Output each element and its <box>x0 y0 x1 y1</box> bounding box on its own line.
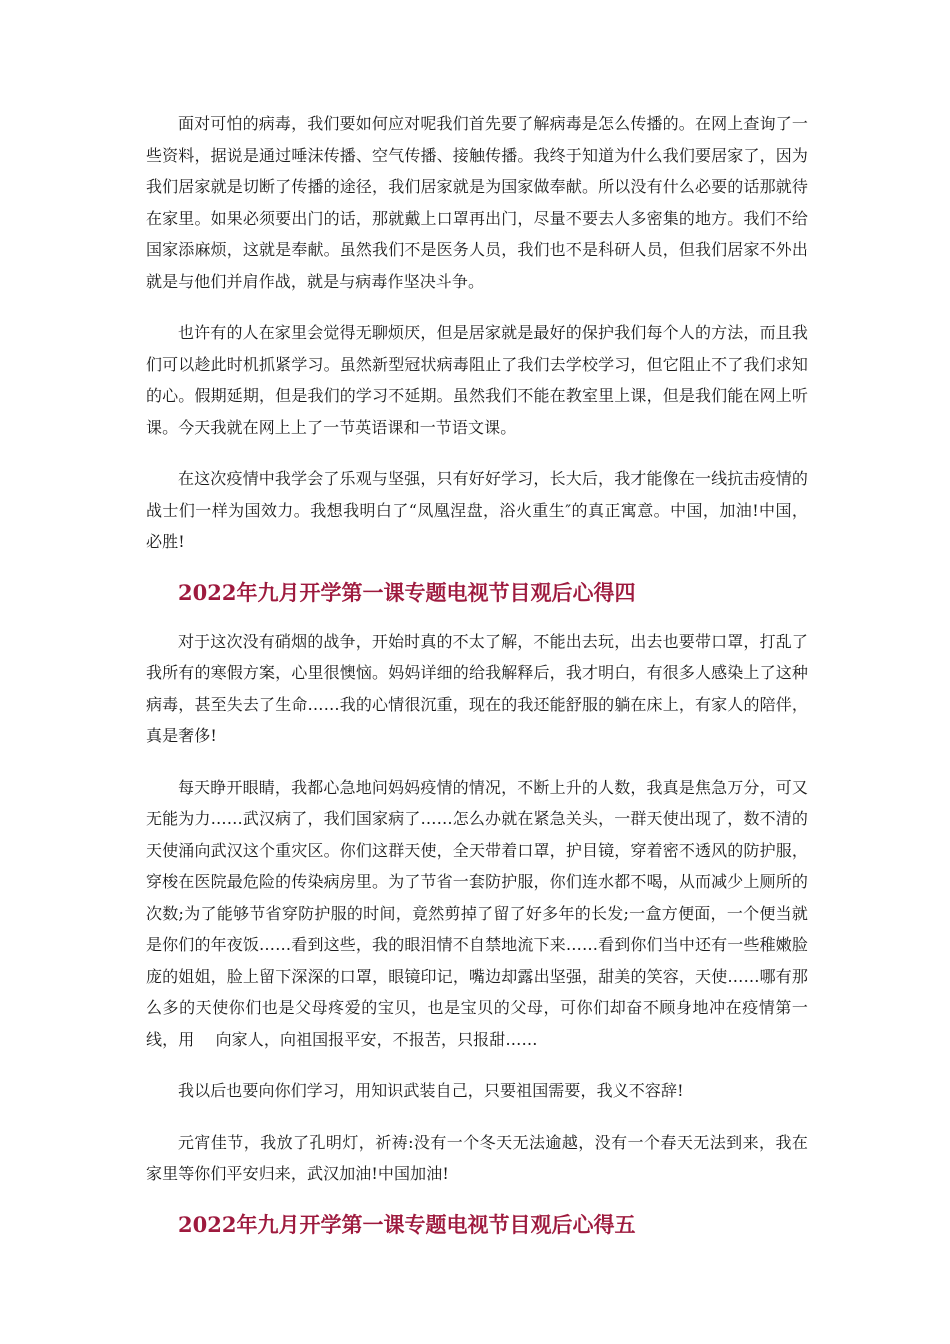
paragraph: 我以后也要向你们学习，用知识武装自己，只要祖国需要，我义不容辞! <box>178 1081 684 1100</box>
section-top <box>146 108 808 558</box>
section-four <box>146 578 808 1190</box>
paragraph: 也许有的人在家里会觉得无聊烦厌，但是居家就是最好的保护我们每个人的方法，而且我们可以趁此时机抓紧学习。虽然新型冠状病毒阻止了我们去学校学习，但它阻止不了我们求知的心。假期延期，但是我们的学习不延期。虽然我们不能在教室里上课，但是我们能在网上听课。今天我就在网上上了一节英语课和一节语文课。 <box>146 323 808 437</box>
paragraph: 对于这次没有硝烟的战争，开始时真的不太了解，不能出去玩，出去也要带口罩，打乱了我所有的寒假方案，心里很懊恼。妈妈详细的给我解释后，我才明白，有很多人感染上了这种病毒，甚至失去了生命……我的心情很沉重，现在的我还能舒服的躺在床上，有家人的陪伴，真是奢侈! <box>146 631 808 745</box>
paragraph: 每天睁开眼睛，我都心急地问妈妈疫情的情况，不断上升的人数，我真是焦急万分，可又无能为力……武汉病了，我们国家病了……怎么办就在紧急关头，一群天使出现了，数不清的天使涌向武汉这个重灾区。你们这群天使，全天带着口罩，护目镜，穿着密不透风的防护服，穿梭在医院最危险的传染病房里。为了节省一套防护服，你们连水都不喝，从而减少上厕所的次数;为了能够节省穿防护服的时间，竟然剪掉了留了好多年的长发;一盒方便面，一个便当就是你们的年夜饭……看到这些，我的眼泪情不自禁地流下来……看到你们当中还有一些稚嫩脸庞的姐姐，脸上留下深深的口罩，眼镜印记，嘴边却露出坚强，甜美的笑容，天使……哪有那么多的天使你们也是父母疼爱的宝贝，也是宝贝的父母，可你们却奋不顾身地冲在疫情第一线，用 向家人，向祖国报平安，不报苦，只报甜…… <box>146 777 808 1049</box>
paragraph: 元宵佳节，我放了孔明灯，祈祷:没有一个冬天无法逾越，没有一个春天无法到来，我在家里等你们平安归来，武汉加油!中国加油! <box>146 1132 808 1183</box>
paragraph: 面对可怕的病毒，我们要如何应对呢我们首先要了解病毒是怎么传播的。在网上查询了一些资料，据说是通过唾沫传播、空气传播、接触传播。我终于知道为什么我们要居家了，因为我们居家就是切断了传播的途径，我们居家就是为国家做奉献。所以没有什么必要的话那就待在家里。如果必须要出门的话，那就戴上口罩再出门，尽量不要去人多密集的地方。我们不给国家添麻烦，这就是奉献。虽然我们不是医务人员，我们也不是科研人员，但我们居家不外出就是与他们并肩作战，就是与病毒作坚决斗争。 <box>146 114 808 291</box>
section-heading: 2022年九月开学第一课专题电视节目观后心得四 <box>178 579 636 605</box>
paragraph: 在这次疫情中我学会了乐观与坚强，只有好好学习，长大后，我才能像在一线抗击疫情的战士们一样为国效力。我想我明白了“凤凰涅盘，浴火重生″的真正寓意。中国，加油!中国，必胜! <box>146 469 808 551</box>
section-five <box>146 1210 808 1240</box>
section-heading: 2022年九月开学第一课专题电视节目观后心得五 <box>178 1211 636 1237</box>
document-page <box>146 108 808 1258</box>
